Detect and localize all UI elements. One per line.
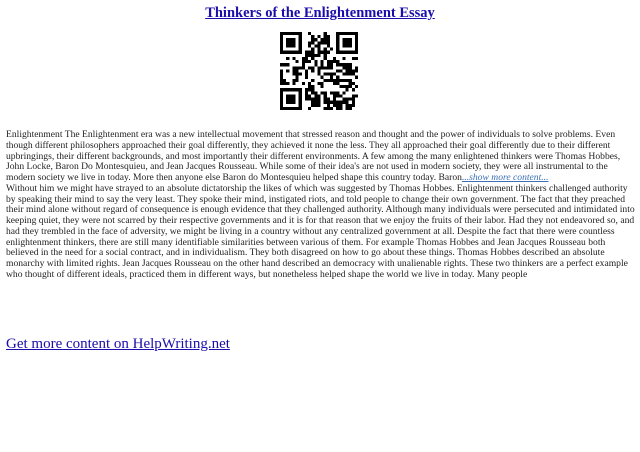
qr-code-icon: [280, 32, 358, 110]
qr-modules: [280, 32, 358, 110]
get-more-content-link[interactable]: Get more content on HelpWriting.net: [6, 336, 230, 352]
essay-title-link[interactable]: Thinkers of the Enlightenment Essay: [205, 5, 435, 21]
essay-body: [6, 130, 636, 281]
essay-paragraph: [6, 130, 636, 184]
paragraph-text: Enlightenment The Enlightenment era was a new intellectual movement that stressed reason and thought and the power of individuals to solve problems. Even though different philosophers approached their goal differently, they achieved it none the less. They all approached their goal differently due to their different upbringings, their different backgrounds, and most importantly their different environments. A few among the many enlightened thinkers were Thomas Hobbes, John Locke, Baron Do Montesquieu, and Jean Jacques Rousseau. While some of their idea's are not used in modern society, they were all instrumental to the modern society we live in today. More then anyone else Baron do Montesquieu helped shape this country today. Baron: [6, 129, 621, 183]
essay-paragraph: Without him we might have strayed to an absolute dictatorship the likes of which was suggested by Thomas Hobbes. Enlightenment thinkers challenged authority by speaking their mind to say the very least. They spoke their mind, instigated riots, and told people to change their own government. The fact that they preached their mind alone without regard of consequence is enough evidence that they challenged authority. Although many individuals were persecuted and intimidated into keeping quiet, they were not scarred by their respective governments and it is for that reason that we enjoy the fruits of their labor. Had they not endeavored so, and had they trembled in the face of adversity, we might be living in a country without any centralized government at all. Despite the fact that there were countless enlightenment thinkers, there are still many identifiable similarities between various of them. For example Thomas Hobbes and Jean Jacques Rousseau both believed in the need for a social contract, and in individualism. They both disagreed on how to go about these things. Thomas Hobbes described an absolute monarchy with limited rights. Jean Jacques Rousseau on the other hand described an democracy with unalienable rights. These two thinkers are a perfect example who thought of different ideals, practiced them in different ways, but nonetheless helped shape the world we live in today. Many people: [6, 182, 635, 280]
show-more-link[interactable]: ...show more content...: [461, 172, 549, 183]
